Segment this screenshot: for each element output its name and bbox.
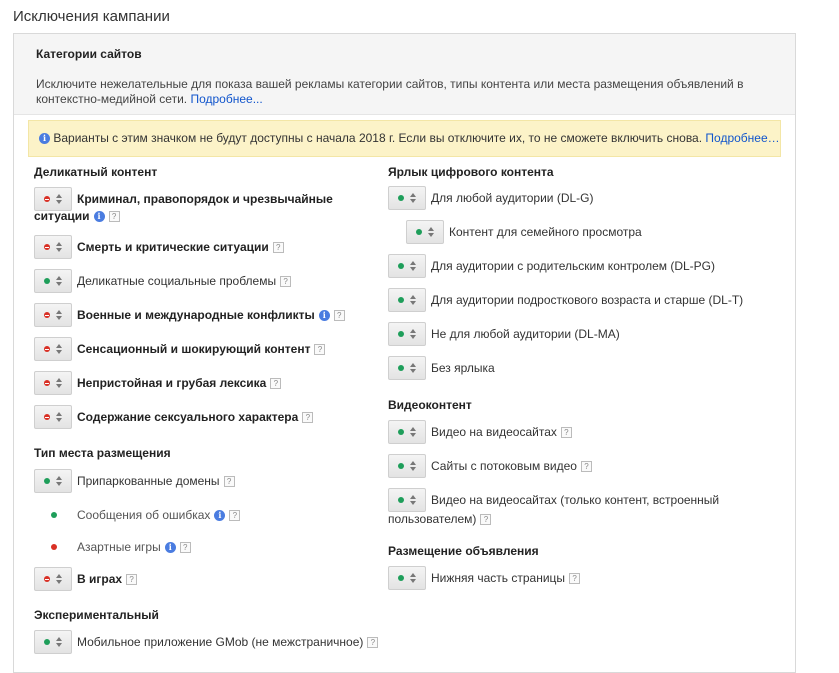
chevron-up-down-icon [56, 276, 62, 286]
chevron-up-down-icon [410, 363, 416, 373]
page-title: Исключения кампании [13, 8, 170, 25]
chevron-up-down-icon [410, 573, 416, 583]
chevron-up-down-icon [56, 476, 62, 486]
list-item-death [34, 235, 284, 259]
list-item-no-label [388, 356, 495, 380]
status-toggle[interactable] [34, 337, 72, 361]
help-icon[interactable]: ? [126, 574, 137, 585]
enabled-dot-icon [398, 297, 404, 303]
item-label: Мобильное приложение GMob (не межстраничное) [77, 635, 364, 649]
excluded-dot-icon [44, 414, 50, 420]
help-icon[interactable]: ? [270, 378, 281, 389]
heading-digital-label: Ярлык цифрового контента [388, 165, 554, 179]
status-toggle[interactable] [34, 405, 72, 429]
site-categories-panel [13, 33, 796, 673]
excluded-dot-icon [44, 380, 50, 386]
excluded-dot-icon [44, 346, 50, 352]
help-icon[interactable]: ? [367, 637, 378, 648]
item-label: Для аудитории подросткового возраста и старше (DL-T) [431, 293, 744, 307]
status-toggle[interactable] [388, 322, 426, 346]
item-label: Смерть и критические ситуации [77, 240, 269, 254]
list-item-parked-domains [34, 469, 235, 493]
chevron-up-down-icon [56, 242, 62, 252]
help-icon[interactable]: ? [334, 310, 345, 321]
info-icon[interactable]: i [165, 542, 176, 553]
status-toggle[interactable] [388, 454, 426, 478]
status-toggle[interactable] [34, 303, 72, 327]
item-label: Припаркованные домены [77, 474, 220, 488]
help-icon[interactable]: ? [273, 242, 284, 253]
help-icon[interactable]: ? [581, 461, 592, 472]
item-label: Без ярлыка [431, 361, 495, 375]
item-label: В играх [77, 572, 123, 586]
enabled-dot-icon [398, 463, 404, 469]
chevron-up-down-icon [56, 412, 62, 422]
excluded-dot-icon [44, 312, 50, 318]
info-icon[interactable]: i [319, 310, 330, 321]
list-item-embedded-video-line2 [388, 512, 491, 526]
item-label: ситуации [34, 209, 90, 223]
heading-ad-placement: Размещение объявления [388, 544, 539, 558]
status-toggle[interactable] [388, 566, 426, 590]
item-label: Криминал, правопорядок и чрезвычайные [77, 192, 333, 206]
help-icon[interactable]: ? [314, 344, 325, 355]
item-label: Деликатные социальные проблемы [77, 274, 277, 288]
chevron-up-down-icon [410, 193, 416, 203]
help-icon[interactable]: ? [224, 476, 235, 487]
status-toggle[interactable] [388, 488, 426, 512]
item-label: пользователем) [388, 512, 477, 526]
status-toggle[interactable] [388, 254, 426, 278]
status-toggle[interactable] [406, 220, 444, 244]
status-toggle[interactable] [34, 187, 72, 211]
list-item-dl-t [388, 288, 743, 312]
list-item-gambling [34, 540, 191, 554]
excluded-dot-icon [51, 544, 57, 550]
chevron-up-down-icon [410, 329, 416, 339]
chevron-up-down-icon [56, 344, 62, 354]
heading-sensitive-content: Деликатный контент [34, 165, 158, 179]
status-toggle[interactable] [34, 630, 72, 654]
chevron-up-down-icon [410, 427, 416, 437]
list-item-in-games [34, 567, 137, 591]
enabled-dot-icon [398, 331, 404, 337]
help-icon[interactable]: ? [280, 276, 291, 287]
list-item-below-fold [388, 566, 580, 590]
chevron-up-down-icon [56, 574, 62, 584]
panel-header [14, 34, 795, 115]
status-toggle[interactable] [34, 371, 72, 395]
chevron-up-down-icon [410, 295, 416, 305]
enabled-dot-icon [51, 512, 57, 518]
enabled-dot-icon [44, 639, 50, 645]
notice-learn-more-link[interactable]: Подробнее… [705, 131, 780, 145]
help-icon[interactable]: ? [480, 514, 491, 525]
help-icon[interactable]: ? [180, 542, 191, 553]
help-icon[interactable]: ? [302, 412, 313, 423]
chevron-up-down-icon [56, 310, 62, 320]
deprecation-notice [28, 120, 781, 157]
item-label: Контент для семейного просмотра [449, 225, 642, 239]
panel-description-text: Исключите нежелательные для показа вашей рекламы категории сайтов, типы контента или места размещения объявлений в контекстно-медийной сети. [36, 77, 744, 106]
excluded-dot-icon [44, 244, 50, 250]
list-item-embedded-video [388, 488, 719, 512]
chevron-up-down-icon [56, 194, 62, 204]
item-label: Не для любой аудитории (DL-MA) [431, 327, 620, 341]
item-label: Военные и международные конфликты [77, 308, 315, 322]
heading-video-content: Видеоконтент [388, 398, 472, 412]
chevron-up-down-icon [428, 227, 434, 237]
item-label: Для любой аудитории (DL-G) [431, 191, 594, 205]
item-label: Сообщения об ошибках [77, 508, 211, 522]
list-item-crime-line2 [34, 209, 120, 223]
list-item-sensational [34, 337, 325, 361]
enabled-dot-icon [398, 195, 404, 201]
list-item-crime [34, 187, 333, 211]
list-item-social-issues [34, 269, 291, 293]
list-item-profanity [34, 371, 281, 395]
list-item-family [406, 220, 642, 244]
enabled-dot-icon [44, 278, 50, 284]
item-label: Содержание сексуального характера [77, 410, 299, 424]
item-label: Сайты с потоковым видео [431, 459, 577, 473]
list-item-sexual [34, 405, 313, 429]
panel-title: Категории сайтов [36, 47, 142, 61]
info-icon[interactable]: i [214, 510, 225, 521]
list-item-streaming [388, 454, 592, 478]
enabled-dot-icon [398, 429, 404, 435]
info-icon: i [39, 133, 50, 144]
item-label: Видео на видеосайтах [431, 425, 557, 439]
list-item-dl-ma [388, 322, 620, 346]
list-item-military [34, 303, 345, 327]
status-toggle[interactable] [34, 567, 72, 591]
enabled-dot-icon [398, 497, 404, 503]
list-item-gmob [34, 630, 378, 654]
item-label: Непристойная и грубая лексика [77, 376, 267, 390]
chevron-up-down-icon [410, 461, 416, 471]
enabled-dot-icon [398, 365, 404, 371]
list-item-dl-pg [388, 254, 715, 278]
item-label: Нижняя часть страницы [431, 571, 566, 585]
status-toggle[interactable] [34, 269, 72, 293]
status-toggle[interactable] [34, 235, 72, 259]
item-label: Видео на видеосайтах (только контент, встроенный [431, 493, 720, 507]
help-icon[interactable]: ? [109, 211, 120, 222]
enabled-dot-icon [398, 575, 404, 581]
status-toggle[interactable] [34, 469, 72, 493]
enabled-dot-icon [398, 263, 404, 269]
heading-experimental: Экспериментальный [34, 608, 159, 622]
help-icon[interactable]: ? [561, 427, 572, 438]
list-item-video-sites [388, 420, 572, 444]
excluded-dot-icon [44, 196, 50, 202]
chevron-up-down-icon [56, 637, 62, 647]
notice-text: Варианты с этим значком не будут доступны с начала 2018 г. Если вы отключите их, то не сможете включить снова. [53, 131, 703, 145]
list-item-error-pages [34, 508, 240, 522]
status-toggle[interactable] [388, 356, 426, 380]
chevron-up-down-icon [410, 495, 416, 505]
panel-description [36, 77, 776, 107]
help-icon[interactable]: ? [569, 573, 580, 584]
heading-placement-type: Тип места размещения [34, 446, 171, 460]
info-icon[interactable]: i [94, 211, 105, 222]
item-label: Для аудитории с родительским контролем (DL-PG) [431, 259, 715, 273]
status-toggle[interactable] [388, 288, 426, 312]
status-toggle[interactable] [388, 420, 426, 444]
help-icon[interactable]: ? [229, 510, 240, 521]
item-label: Азартные игры [77, 540, 161, 554]
status-toggle[interactable] [388, 186, 426, 210]
enabled-dot-icon [416, 229, 422, 235]
item-label: Сенсационный и шокирующий контент [77, 342, 311, 356]
enabled-dot-icon [44, 478, 50, 484]
chevron-up-down-icon [410, 261, 416, 271]
list-item-dl-g [388, 186, 594, 210]
excluded-dot-icon [44, 576, 50, 582]
learn-more-link[interactable]: Подробнее... [190, 92, 263, 106]
chevron-up-down-icon [56, 378, 62, 388]
